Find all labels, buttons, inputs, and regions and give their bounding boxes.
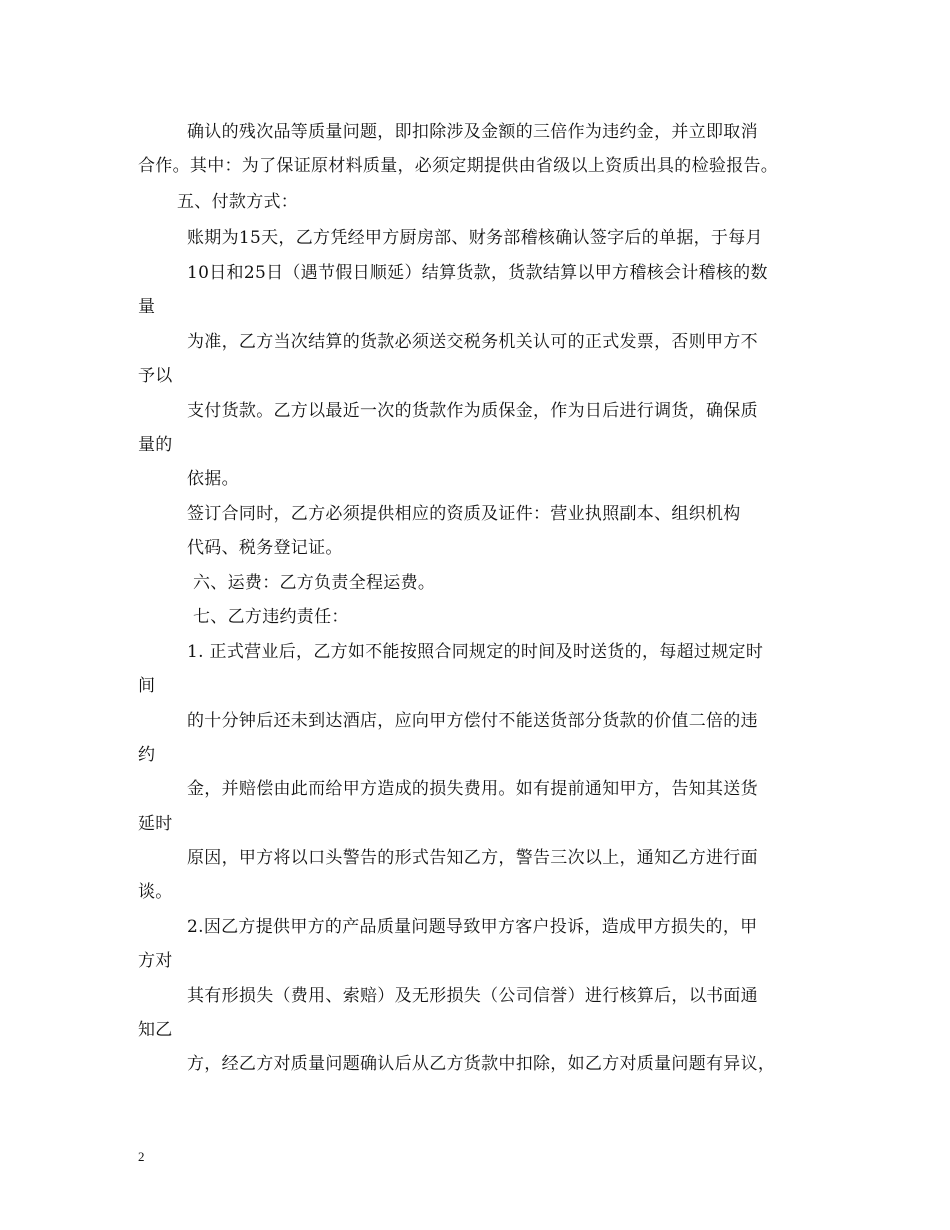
section-heading: 七、乙方违约责任：	[193, 607, 349, 627]
body-text-line: 为准，乙方当次结算的货款必须送交税务机关认可的正式发票，否则甲方不	[187, 332, 758, 352]
body-text-line: 延时	[138, 814, 173, 834]
body-text-line: 支付货款。乙方以最近一次的货款作为质保金，作为日后进行调货，确保质	[187, 401, 758, 421]
body-text-line: 10日和25日（遇节假日顺延）结算货款，货款结算以甲方稽核会计稽核的数	[187, 263, 768, 283]
page-number: 2	[138, 1149, 145, 1164]
body-text-line: 知乙	[138, 1020, 173, 1040]
body-text-line: 原因，甲方将以口头警告的形式告知乙方，警告三次以上，通知乙方进行面	[187, 848, 758, 868]
section-heading: 六、运费：乙方负责全程运费。	[193, 573, 436, 593]
body-text-line: 方，经乙方对质量问题确认后从乙方货款中扣除，如乙方对质量问题有异议，	[187, 1054, 776, 1074]
section-heading: 五、付款方式：	[177, 192, 299, 212]
body-text-line: 确认的残次品等质量问题，即扣除涉及金额的三倍作为违约金，并立即取消	[187, 122, 758, 142]
body-text-line: 合作。其中：为了保证原材料质量，必须定期提供由省级以上资质出具的检验报告。	[138, 156, 779, 176]
body-text-line: 谈。	[138, 882, 173, 902]
body-text-line: 量	[138, 297, 156, 317]
body-text-line: 2.因乙方提供甲方的产品质量问题导致甲方客户投诉，造成甲方损失的，甲	[187, 917, 758, 937]
body-text-line: 签订合同时，乙方必须提供相应的资质及证件：营业执照副本、组织机构	[187, 504, 741, 524]
body-text-line: 其有形损失（费用、索赔）及无形损失（公司信誉）进行核算后，以书面通	[187, 986, 758, 1006]
body-text-line: 账期为15天，乙方凭经甲方厨房部、财务部稽核确认签字后的单据，于每月	[187, 228, 763, 248]
body-text-line: 金，并赔偿由此而给甲方造成的损失费用。如有提前通知甲方，告知其送货	[187, 779, 758, 799]
body-text-line: 约	[138, 745, 156, 765]
body-text-line: 的十分钟后还未到达酒店，应向甲方偿付不能送货部分货款的价值二倍的违	[187, 711, 758, 731]
body-text-line: 1. 正式营业后，乙方如不能按照合同规定的时间及时送货的，每超过规定时	[187, 642, 764, 662]
body-text-line: 依据。	[187, 469, 239, 489]
body-text-line: 量的	[138, 435, 173, 455]
body-text-line: 代码、税务登记证。	[187, 538, 343, 558]
body-text-line: 予以	[138, 366, 173, 386]
body-text-line: 间	[138, 676, 156, 696]
body-text-line: 方对	[138, 951, 173, 971]
